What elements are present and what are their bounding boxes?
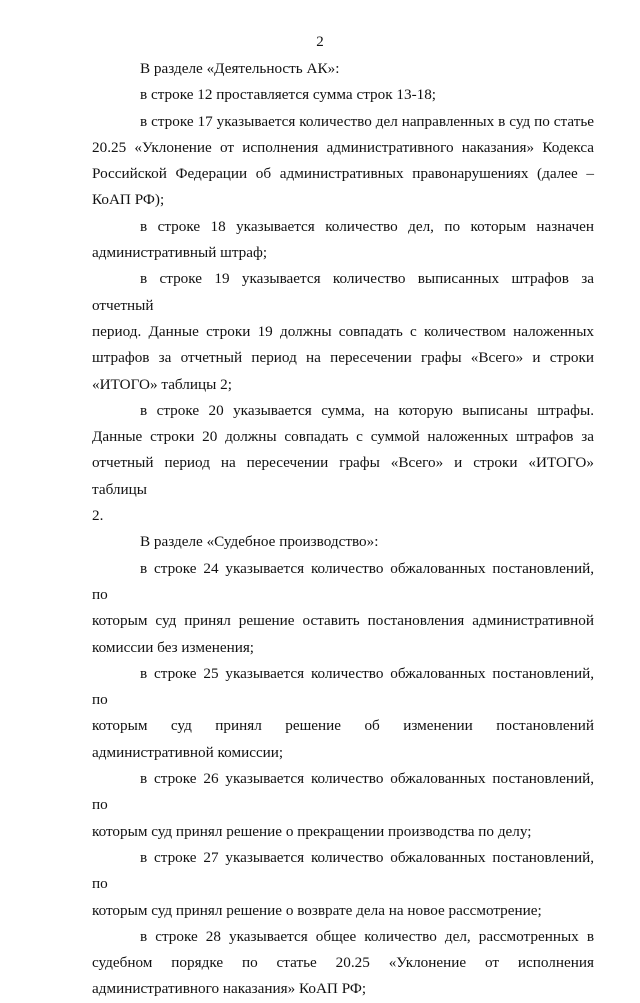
text-line: в строке 28 указывается общее количество дел, рассмотренных в (140, 927, 594, 945)
text-line: административной комиссии; (92, 743, 284, 761)
paragraph-p7 (92, 529, 594, 555)
paragraph-p6 (92, 398, 594, 529)
paragraph-p4 (92, 214, 594, 267)
text-line: в строке 12 проставляется сумма строк 13-18; (140, 86, 437, 104)
text-line: которым суд принял решение о прекращении производства по делу; (92, 822, 532, 840)
paragraph-p8 (92, 556, 594, 661)
text-line: период. Данные строки 19 должны совпадать с количеством наложенных (92, 322, 594, 340)
text-line: в строке 20 указывается сумма, на которую выписаны штрафы. (140, 401, 594, 419)
text-line: административного наказания» КоАП РФ; (92, 980, 367, 998)
text-line: в строке 19 указывается количество выписанных штрафов за отчетный (92, 270, 594, 314)
text-line: которым суд принял решение об изменении постановлений (92, 717, 594, 735)
text-line: 20.25 «Уклонение от исполнения административного наказания» Кодекса (92, 138, 594, 156)
text-line: Данные строки 20 должны совпадать с суммой наложенных штрафов за (92, 428, 594, 446)
text-line: комиссии без изменения; (92, 638, 255, 656)
text-line: в строке 17 указывается количество дел направленных в суд по статье (140, 112, 594, 130)
text-line: В разделе «Деятельность АК»: (140, 60, 340, 77)
paragraph-p1 (92, 56, 594, 82)
text-line: КоАП РФ); (92, 191, 165, 209)
document-body (92, 56, 594, 1003)
paragraph-p10 (92, 766, 594, 845)
text-line: которым суд принял решение о возврате дела на новое рассмотрение; (92, 901, 542, 919)
text-line: отчетный период на пересечении графы «Всего» и строки «ИТОГО» таблицы (92, 454, 594, 498)
text-line: которым суд принял решение оставить постановления административной (92, 612, 594, 630)
text-line: 2. (92, 507, 104, 525)
paragraph-p3 (92, 109, 594, 214)
text-line: судебном порядке по статье 20.25 «Уклонение от исполнения (92, 954, 594, 972)
text-line: в строке 18 указывается количество дел, по которым назначен (140, 217, 594, 235)
text-line: В разделе «Судебное производство»: (140, 533, 379, 551)
page-number: 2 (316, 34, 324, 50)
text-line: в строке 24 указывается количество обжалованных постановлений, по (92, 559, 594, 603)
paragraph-p9 (92, 661, 594, 766)
text-line: в строке 25 указывается количество обжалованных постановлений, по (92, 664, 594, 709)
text-line: «ИТОГО» таблицы 2; (92, 375, 232, 393)
text-line: Российской Федерации об административных правонарушениях (далее – (92, 165, 594, 183)
text-line: штрафов за отчетный период на пересечении графы «Всего» и строки (92, 349, 594, 367)
text-line: административный штраф; (92, 244, 268, 262)
paragraph-p11 (92, 845, 594, 924)
paragraph-p2 (92, 82, 594, 108)
text-line: в строке 27 указывается количество обжалованных постановлений, по (92, 848, 594, 893)
paragraph-p5 (92, 266, 594, 397)
paragraph-p12 (92, 924, 594, 1003)
text-line: в строке 26 указывается количество обжалованных постановлений, по (92, 770, 594, 814)
